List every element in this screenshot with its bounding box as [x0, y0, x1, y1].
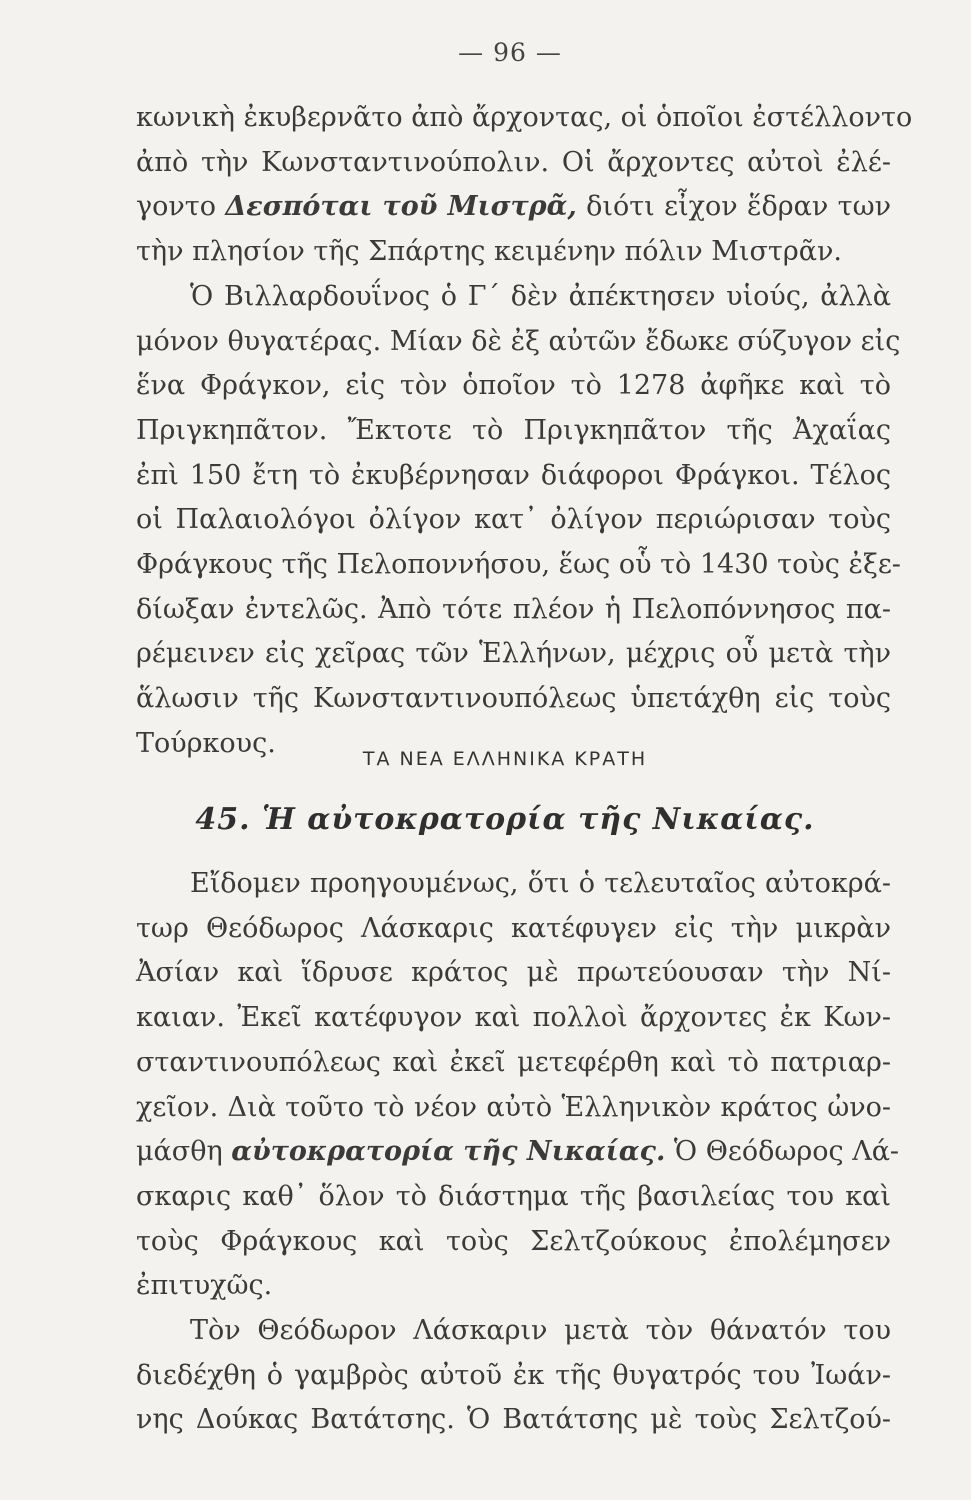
text-line: δίωξαν ἐντελῶς. Ἀπὸ τότε πλέον ἡ Πελοπόννησος πα- [136, 593, 891, 625]
text-line: νης Δούκας Βατάτσης. Ὁ Βατάτσης μὲ τοὺς Σελτζού- [136, 1404, 891, 1436]
text-line: ἕνα Φράγκον, εἰς τὸν ὁποῖον τὸ 1278 ἀφῆκε καὶ τὸ [136, 370, 891, 402]
page-number: — 96 — [458, 38, 562, 67]
text-line: σκαρις καθ᾿ ὅλον τὸ διάστημα τῆς βασιλείας του καὶ [136, 1180, 891, 1212]
text-line: χεῖον. Διὰ τοῦτο τὸ νέον αὐτὸ Ἑλληνικὸν κράτος ὠνο- [136, 1091, 891, 1123]
text-line: καιαν. Ἐκεῖ κατέφυγον καὶ πολλοὶ ἄρχοντες ἐκ Κων- [136, 1002, 891, 1034]
text-fragment: μάσθη [136, 1136, 232, 1168]
text-line: ἐπιτυχῶς. [136, 1270, 273, 1302]
emphasized-term: αὐτοκρατορία τῆς Νικαίας. [231, 1136, 666, 1168]
text-line: ἐπὶ 150 ἔτη τὸ ἐκυβέρνησαν διάφοροι Φράγκοι. Τέλος [136, 459, 891, 491]
text-line: ἅλωσιν τῆς Κωνσταντινουπόλεως ὑπετάχθη εἰς τοὺς [136, 683, 891, 715]
text-line [136, 185, 891, 230]
text-line: Πριγκηπᾶτον. Ἔκτοτε τὸ Πριγκηπᾶτον τῆς Ἀχαΐας [136, 414, 891, 446]
paragraph-continuation [136, 96, 913, 767]
text-fragment: διότι εἶχον ἕδραν των [576, 191, 891, 223]
text-line: οἱ Παλαιολόγοι ὀλίγον κατ᾿ ὀλίγον περιώρισαν τοὺς [136, 504, 891, 536]
text-line: κωνικὴ ἐκυβερνᾶτο ἀπὸ ἄρχοντας, οἱ ὁποῖοι ἐστέλλοντο [136, 102, 913, 133]
text-line: τωρ Θεόδωρος Λάσκαρις κατέφυγεν εἰς τὴν μικρὰν [136, 912, 891, 944]
text-line: τὴν πλησίον τῆς Σπάρτης κειμένην πόλιν Μιστρᾶν. [136, 236, 842, 268]
text-line: Ἀσίαν καὶ ἵδρυσε κράτος μὲ πρωτεύουσαν τὴν Νί- [136, 957, 891, 989]
text-line: σταντινουπόλεως καὶ ἐκεῖ μετεφέρθη καὶ τὸ πατριαρ- [136, 1046, 891, 1078]
text-fragment: γοντο [136, 191, 226, 223]
text-line: Τούρκους. [136, 727, 276, 759]
section-heading: ΤΑ ΝΕΑ ΕΛΛΗΝΙΚΑ ΚΡΑΤΗ [362, 748, 648, 770]
text-line: μόνον θυγατέρας. Μίαν δὲ ἐξ αὐτῶν ἔδωκε σύζυγον εἰς [136, 325, 901, 357]
text-line: Ὁ Βιλλαρδουΐνος ὁ Γ΄ δὲν ἀπέκτησεν υἱούς, ἀλλὰ [190, 280, 891, 312]
chapter-body [136, 862, 900, 1443]
text-line: τοὺς Φράγκους καὶ τοὺς Σελτζούκους ἐπολέμησεν [136, 1225, 891, 1257]
text-line: Τὸν Θεόδωρον Λάσκαριν μετὰ τὸν θάνατόν του [190, 1315, 891, 1347]
text-line: Φράγκους τῆς Πελοποννήσου, ἕως οὗ τὸ 1430 τοὺς ἐξε- [136, 549, 901, 581]
text-line: ἀπὸ τὴν Κωνσταντινούπολιν. Οἱ ἄρχοντες αὐτοὶ ἐλέ- [136, 146, 891, 178]
text-line: Εἴδομεν προηγουμένως, ὅτι ὁ τελευταῖος αὐτοκρά- [190, 868, 891, 899]
text-line: διεδέχθη ὁ γαμβρὸς αὐτοῦ ἐκ τῆς θυγατρός του Ἰωάν- [136, 1359, 891, 1391]
text-fragment: Ὁ Θεόδωρος Λά- [665, 1136, 900, 1168]
text-line: ρέμεινεν εἰς χεῖρας τῶν Ἑλλήνων, μέχρις οὗ μετὰ τὴν [136, 638, 891, 670]
emphasized-term: Δεσπόται τοῦ Μιστρᾶ, [225, 191, 577, 223]
chapter-title: 45. Ἡ αὐτοκρατορία τῆς Νικαίας. [195, 802, 815, 837]
text-line [136, 1130, 900, 1175]
